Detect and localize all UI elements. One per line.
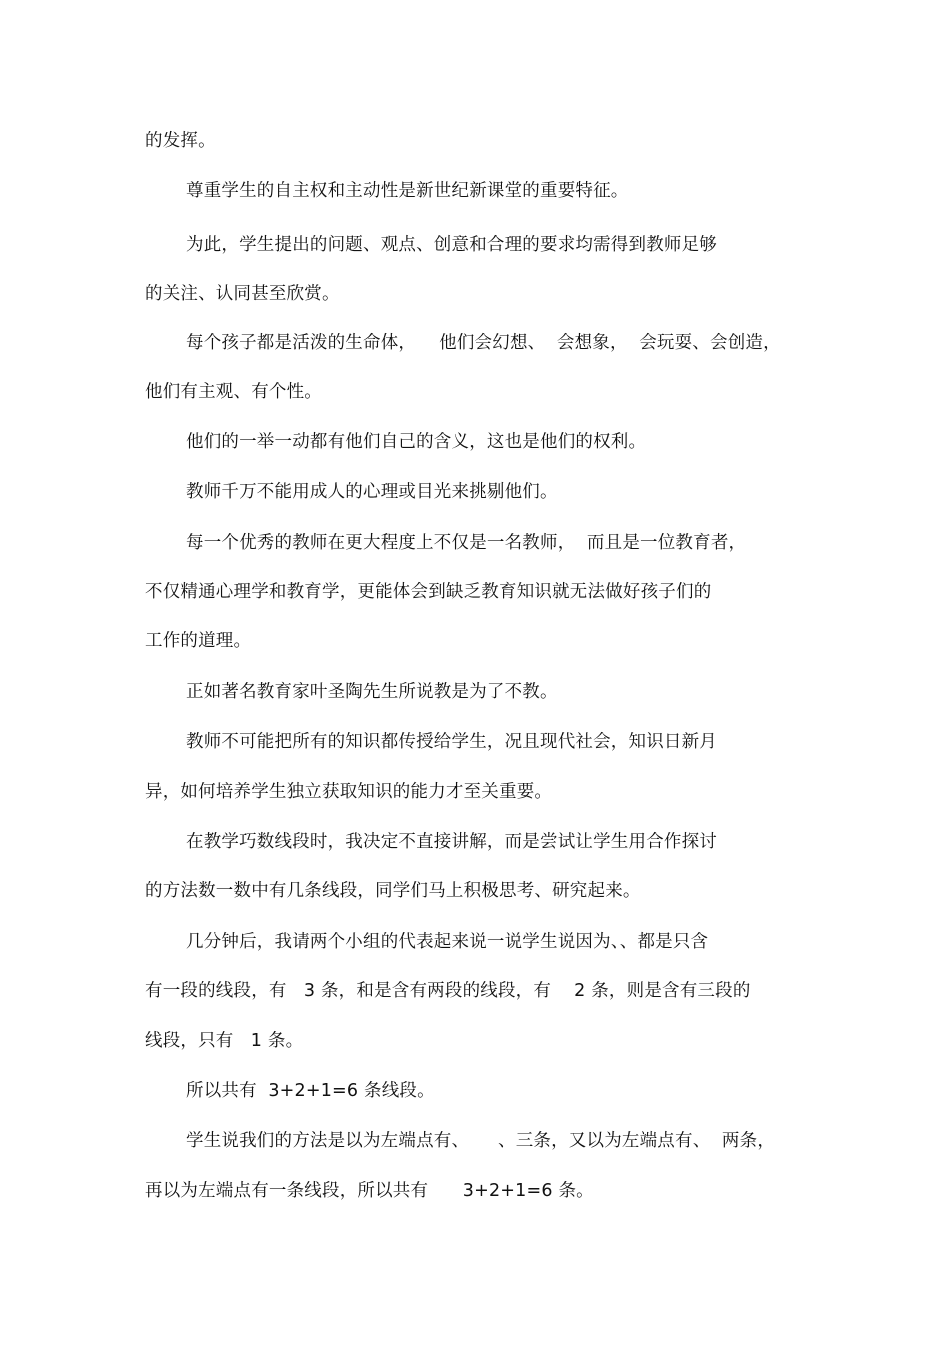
paragraph-line: 不仅精通心理学和教育学，更能体会到缺乏教育知识就无法做好孩子们的 — [145, 582, 712, 602]
paragraph-line: 每一个优秀的教师在更大程度上不仅是一名教师， 而且是一位教育者， — [186, 533, 747, 553]
paragraph-line: 工作的道理。 — [145, 631, 252, 651]
paragraph-line: 几分钟后，我请两个小组的代表起来说一说学生说因为、、都是只含 — [186, 932, 709, 952]
paragraph-line: 的关注、认同甚至欣赏。 — [145, 284, 340, 304]
paragraph-line: 有一段的线段，有 3 条，和是含有两段的线段，有 2 条，则是含有三段的 — [145, 981, 751, 1001]
paragraph-line: 学生说我们的方法是以为左端点有、 、三条，又以为左端点有、 两条， — [186, 1131, 776, 1151]
paragraph-line: 异，如何培养学生独立获取知识的能力才至关重要。 — [145, 782, 553, 802]
paragraph-line: 正如著名教育家叶圣陶先生所说教是为了不教。 — [186, 682, 558, 702]
paragraph-line: 为此，学生提出的问题、观点、创意和合理的要求均需得到教师足够 — [186, 235, 717, 255]
paragraph-line: 的方法数一数中有几条线段，同学们马上积极思考、研究起来。 — [145, 881, 641, 901]
paragraph-line: 的发挥。 — [145, 131, 216, 151]
paragraph-line: 尊重学生的自主权和主动性是新世纪新课堂的重要特征。 — [186, 181, 629, 201]
paragraph-line: 他们有主观、有个性。 — [145, 382, 322, 402]
paragraph-line: 线段，只有 1 条。 — [145, 1031, 304, 1051]
paragraph-line: 在教学巧数线段时，我决定不直接讲解，而是尝试让学生用合作探讨 — [186, 832, 717, 852]
paragraph-line: 每个孩子都是活泼的生命体， 他们会幻想、 会想象， 会玩耍、会创造， — [186, 333, 781, 353]
paragraph-line: 他们的一举一动都有他们自己的含义，这也是他们的权利。 — [186, 432, 647, 452]
paragraph-line: 所以共有 3+2+1=6 条线段。 — [186, 1081, 435, 1101]
paragraph-line: 教师不可能把所有的知识都传授给学生，况且现代社会，知识日新月 — [186, 732, 717, 752]
paragraph-line: 再以为左端点有一条线段，所以共有 3+2+1=6 条。 — [145, 1181, 594, 1201]
paragraph-line: 教师千万不能用成人的心理或目光来挑剔他们。 — [186, 482, 558, 502]
